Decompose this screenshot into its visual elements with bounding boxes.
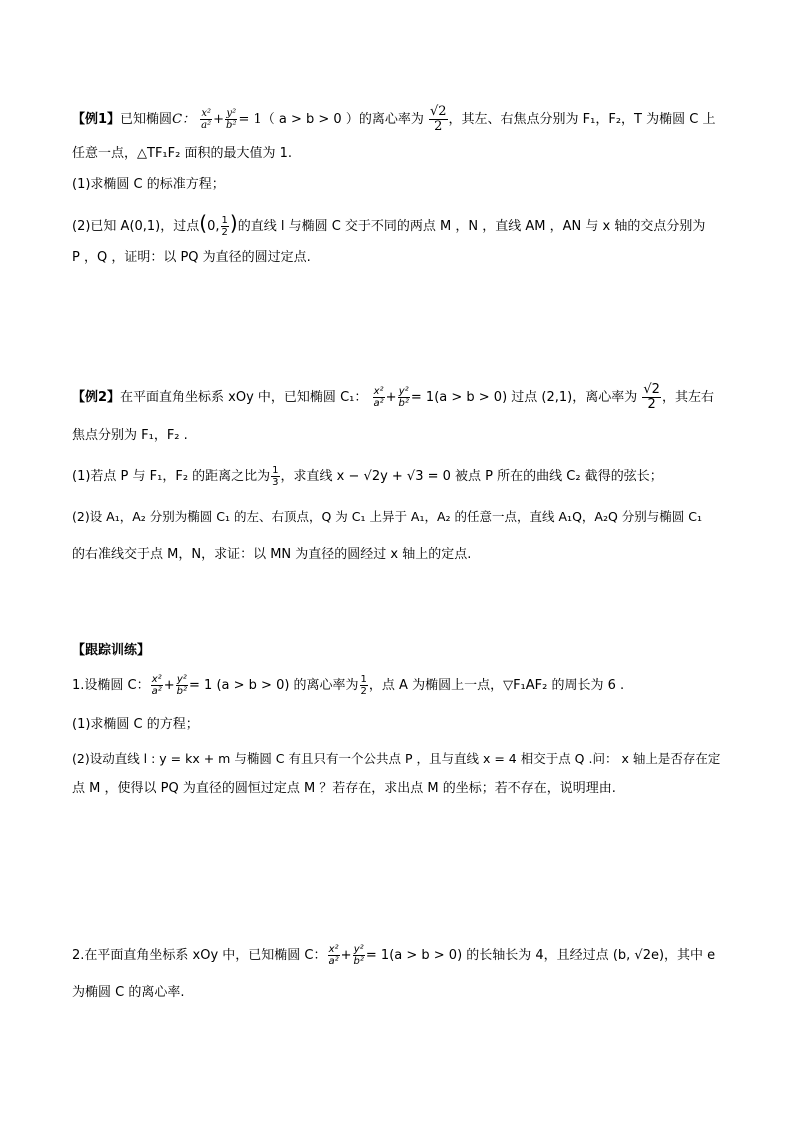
frac-1-2: $\frac{1}{2}$ [221,215,228,238]
example-1 [72,100,722,270]
example-2 [72,378,722,578]
track-p1-q1: (1)求椭圆 C 的方程； [72,717,199,732]
ex1-tag: 【例1】 [72,112,121,127]
tracking-training [72,640,722,1020]
track-p1-line1: 1.设椭圆 C： $\frac{\text{x²}}{\text{a²}}$ + $\frac{\text{y²}}{\text{b²}}$ = 1 (a > b > 0) 的离心率为 $\frac{1}{2}$ ，点 A 为椭圆上一点，▽F₁AF₂ 的周长为 6 . [72,674,625,697]
track-title: 【跟踪训练】 [72,643,151,658]
ex1-q2: (2)已知 A(0,1)，过点(0, $\frac{1}{2}$ )的直线 l 与椭圆 C 交于不同的两点 M ，N ，直线 AM ，AN 与 x 轴的交点分别为 [72,211,706,238]
frac-x2-a2: $\frac{\text{x²}}{\text{a²}}$ [201,108,212,131]
frac-y2-b2: $\frac{\text{y²}}{\text{b²}}$ [226,108,237,131]
frac-sqrt2-2: $\frac{√2}{2}$ [429,104,447,134]
ex2-line1: 【例2】在平面直角坐标系 xOy 中，已知椭圆 C₁： $\frac{\text{x²}}{\text{a²}}$ + $\frac{\text{y²}}{\text{b²}}$ = 1(a > b > 0) 过点 (2,1)，离心率为 $\frac{√2}{2}$ ，其左右 [72,382,714,412]
ex2-q2-cont: 的右准线交于点 M，N，求证：以 MN 为直径的圆经过 x 轴上的定点. [72,547,472,562]
track-p2-line1: 2.在平面直角坐标系 xOy 中，已知椭圆 C： $\frac{\text{x²}}{\text{a²}}$ + $\frac{\text{y²}}{\text{b²}}$ = 1(a > b > 0) 的长轴长为 4，且经过点 (b, √2e)，其中 e [72,944,716,967]
ex1-line1: 【例1】已知椭圆C： $\frac{\text{x²}}{\text{a²}}$ + $\frac{\text{y²}}{\text{b²}}$ = 1（ a > b > 0 ）的离心率为 $\frac{√2}{2}$ ，其左、右焦点分别为 F₁，F₂，T 为椭圆 C 上 [72,104,716,134]
ex1-q2-cont: P ，Q ，证明：以 PQ 为直径的圆过定点. [72,250,311,265]
ex1-q1: (1)求椭圆 C 的标准方程； [72,177,225,192]
ex2-line2: 焦点分别为 F₁，F₂ . [72,428,188,443]
ex2-q1: (1)若点 P 与 F₁，F₂ 的距离之比为 $\frac{1}{3}$ ，求直线 x − √2y + √3 = 0 被点 P 所在的曲线 C₂ 截得的弦长； [72,465,663,488]
track-p2-line2: 为椭圆 C 的离心率. [72,985,185,1000]
ex2-tag: 【例2】 [72,390,121,405]
track-p1-q2-cont: 点 M ，使得以 PQ 为直径的圆恒过定点 M ？若存在，求出点 M 的坐标；若不存在，说明理由. [72,781,616,796]
track-p1-q2: (2)设动直线 l : y = kx + m 与椭圆 C 有且只有一个公共点 P ，且与直线 x = 4 相交于点 Q .问： x 轴上是否存在定 [72,751,721,766]
ex1-line2: 任意一点，△TF₁F₂ 面积的最大值为 1. [72,146,292,161]
ex2-q2: (2)设 A₁，A₂ 分别为椭圆 C₁ 的左、右顶点，Q 为 C₁ 上异于 A₁，A₂ 的任意一点，直线 A₁Q，A₂Q 分别与椭圆 C₁ [72,509,702,524]
